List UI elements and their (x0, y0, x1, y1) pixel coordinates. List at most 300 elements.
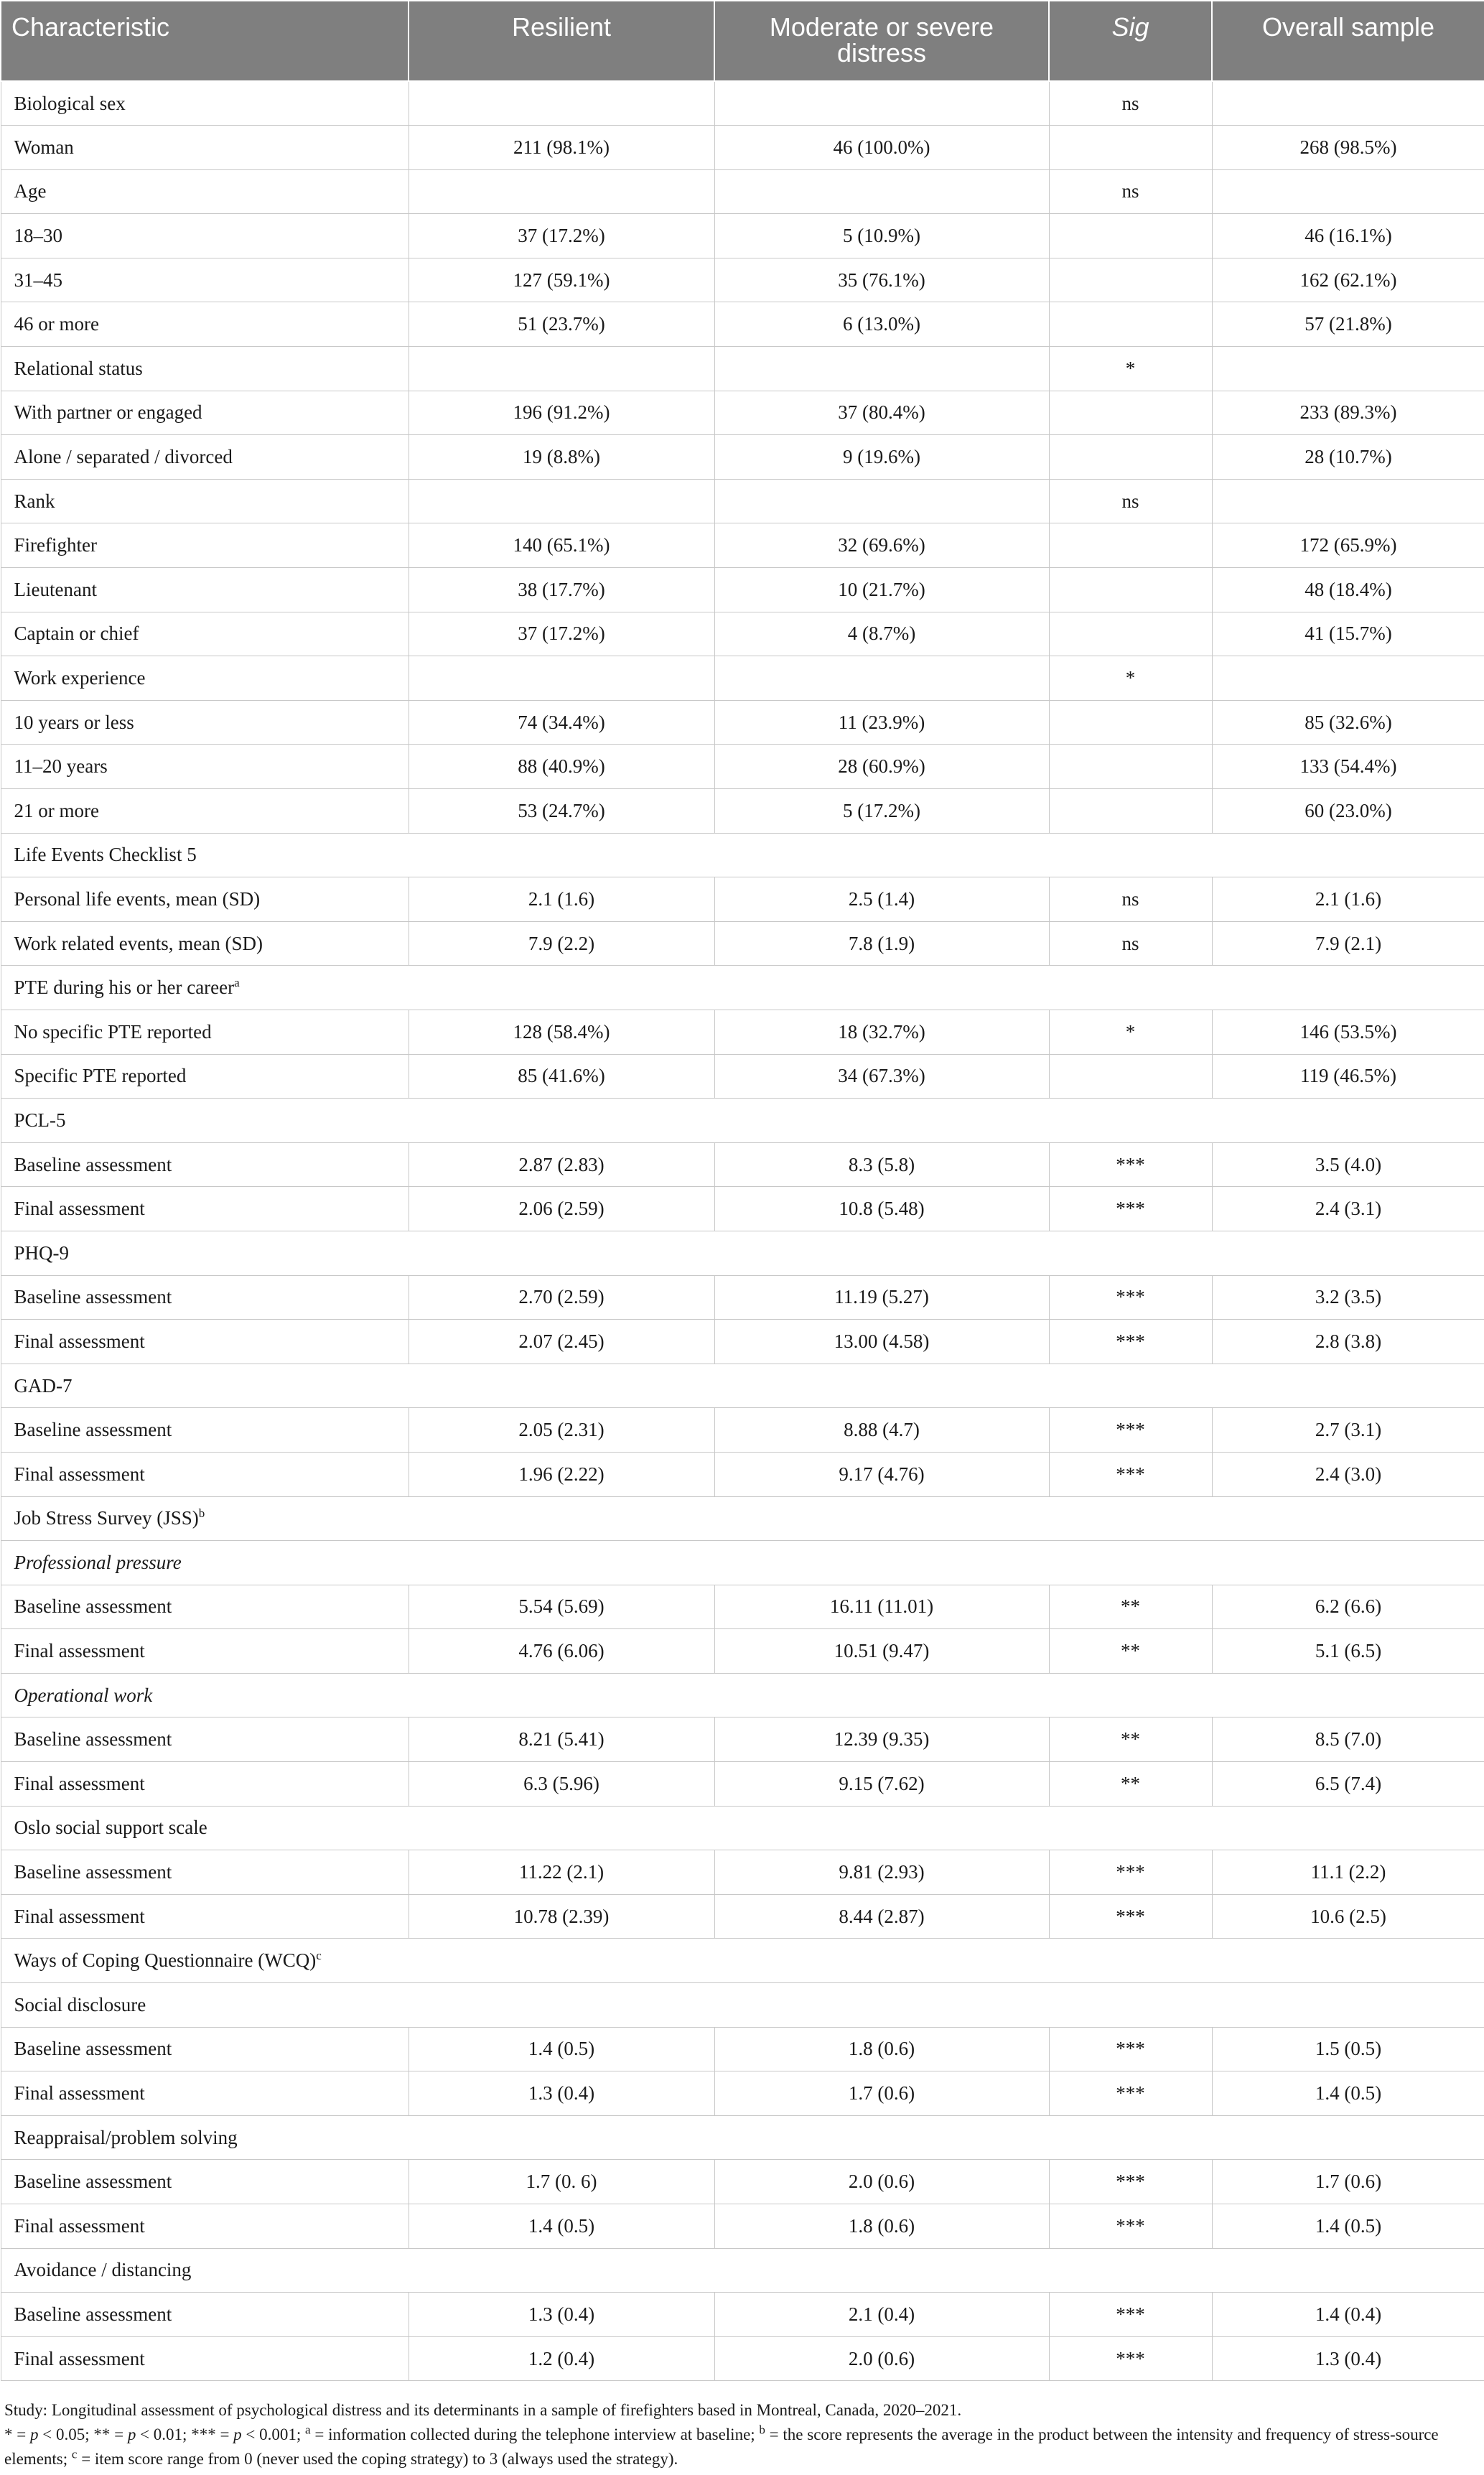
table-section-row (1, 966, 1484, 1010)
cell-distress (714, 169, 1049, 214)
table-row (1, 612, 1484, 656)
cell-resilient (409, 347, 714, 391)
cell-overall: 1.3 (0.4) (1212, 2336, 1484, 2381)
row-label (1, 2027, 409, 2071)
header-resilient: Resilient (409, 1, 714, 81)
row-label (1, 1187, 409, 1231)
cell-sig: *** (1049, 1187, 1212, 1231)
footnote-text: * = (4, 2425, 30, 2443)
cell-distress: 9.81 (2.93) (714, 1850, 1049, 1895)
cell-resilient: 11.22 (2.1) (409, 1850, 714, 1895)
cell-overall: 1.4 (0.5) (1212, 2071, 1484, 2116)
row-label-text: 46 or more (14, 313, 99, 335)
cell-distress: 6 (13.0%) (714, 302, 1049, 347)
row-label-text: Professional pressure (14, 1551, 182, 1573)
row-label-text: Baseline assessment (14, 2303, 172, 2325)
cell-sig: ns (1049, 877, 1212, 922)
cell-sig: * (1049, 656, 1212, 701)
cell-distress: 10 (21.7%) (714, 568, 1049, 612)
row-label-text: Baseline assessment (14, 1728, 172, 1751)
footnote-symbol: c (71, 2447, 78, 2461)
row-label (1, 921, 409, 966)
cell-overall: 233 (89.3%) (1212, 391, 1484, 435)
cell-sig: *** (1049, 2204, 1212, 2249)
footnote-symbol: a (305, 2423, 311, 2437)
cell-distress: 2.5 (1.4) (714, 877, 1049, 922)
row-label (1, 1983, 1484, 2028)
cell-resilient: 128 (58.4%) (409, 1010, 714, 1054)
table-section-row (1, 833, 1484, 877)
cell-sig: ns (1049, 479, 1212, 523)
cell-resilient: 1.96 (2.22) (409, 1452, 714, 1496)
table-section-row (1, 1939, 1484, 1983)
footnote-text: = item score range from 0 (never used the coping strategy) to 3 (always used the strategy). (77, 2450, 678, 2468)
row-label-text: Baseline assessment (14, 1419, 172, 1441)
table-section-row (1, 1673, 1484, 1717)
table-row (1, 347, 1484, 391)
cell-overall: 28 (10.7%) (1212, 435, 1484, 480)
cell-overall: 46 (16.1%) (1212, 214, 1484, 258)
table-section-row (1, 1983, 1484, 2028)
cell-distress: 1.7 (0.6) (714, 2071, 1049, 2116)
cell-resilient (409, 656, 714, 701)
cell-overall: 1.7 (0.6) (1212, 2160, 1484, 2204)
cell-overall: 172 (65.9%) (1212, 523, 1484, 568)
footnote-text: = information collected during the telephone interview at baseline; (310, 2425, 760, 2443)
row-label-text: Specific PTE reported (14, 1065, 187, 1087)
cell-distress: 12.39 (9.35) (714, 1717, 1049, 1762)
table-row (1, 523, 1484, 568)
table-row (1, 877, 1484, 922)
cell-overall: 2.1 (1.6) (1212, 877, 1484, 922)
cell-overall: 1.4 (0.4) (1212, 2293, 1484, 2337)
footnote-text: p (233, 2425, 242, 2443)
row-label (1, 126, 409, 170)
row-label-text: Final assessment (14, 1330, 145, 1352)
row-label-text: PTE during his or her career (14, 977, 235, 999)
table-section-row (1, 1806, 1484, 1850)
row-label (1, 2204, 409, 2249)
cell-resilient: 140 (65.1%) (409, 523, 714, 568)
cell-resilient: 2.07 (2.45) (409, 1320, 714, 1364)
cell-resilient: 2.70 (2.59) (409, 1275, 714, 1320)
row-label (1, 1629, 409, 1674)
cell-sig (1049, 523, 1212, 568)
row-label-text: Relational status (14, 357, 143, 379)
cell-distress: 34 (67.3%) (714, 1054, 1049, 1099)
cell-sig: * (1049, 347, 1212, 391)
cell-distress: 1.8 (0.6) (714, 2204, 1049, 2249)
row-label (1, 1496, 1484, 1541)
row-label-text: 21 or more (14, 799, 99, 821)
row-label (1, 1806, 1484, 1850)
cell-distress: 1.8 (0.6) (714, 2027, 1049, 2071)
cell-resilient: 8.21 (5.41) (409, 1717, 714, 1762)
cell-overall: 11.1 (2.2) (1212, 1850, 1484, 1895)
footnote-text: p (127, 2425, 136, 2443)
cell-sig (1049, 745, 1212, 789)
table-row (1, 1894, 1484, 1939)
cell-sig (1049, 302, 1212, 347)
footnote-marker: a (234, 976, 240, 990)
cell-distress: 11 (23.9%) (714, 700, 1049, 745)
row-label (1, 789, 409, 834)
cell-sig: *** (1049, 2027, 1212, 2071)
footnote-marker: b (198, 1506, 205, 1521)
table-row (1, 1762, 1484, 1807)
row-label-text: Final assessment (14, 2347, 145, 2369)
cell-distress: 46 (100.0%) (714, 126, 1049, 170)
cell-resilient: 1.4 (0.5) (409, 2204, 714, 2249)
row-label-text: Reappraisal/problem solving (14, 2126, 238, 2148)
cell-overall: 3.5 (4.0) (1212, 1142, 1484, 1187)
row-label-text: Social disclosure (14, 1993, 146, 2015)
table-row (1, 169, 1484, 214)
cell-sig (1049, 700, 1212, 745)
table-section-row (1, 1364, 1484, 1408)
table-row (1, 1142, 1484, 1187)
cell-distress: 11.19 (5.27) (714, 1275, 1049, 1320)
row-label-text: Final assessment (14, 1198, 145, 1220)
row-label-text: Biological sex (14, 92, 126, 114)
row-label-text: Baseline assessment (14, 2171, 172, 2193)
row-label (1, 81, 409, 126)
cell-distress: 10.8 (5.48) (714, 1187, 1049, 1231)
cell-resilient: 1.4 (0.5) (409, 2027, 714, 2071)
table-row (1, 2336, 1484, 2381)
cell-sig: ns (1049, 169, 1212, 214)
cell-overall: 6.5 (7.4) (1212, 1762, 1484, 1807)
cell-overall: 2.4 (3.1) (1212, 1187, 1484, 1231)
cell-resilient: 74 (34.4%) (409, 700, 714, 745)
row-label (1, 1541, 1484, 1585)
row-label (1, 745, 409, 789)
cell-resilient: 37 (17.2%) (409, 612, 714, 656)
cell-distress (714, 479, 1049, 523)
table-row (1, 789, 1484, 834)
cell-sig (1049, 1054, 1212, 1099)
row-label (1, 1717, 409, 1762)
cell-sig: *** (1049, 1452, 1212, 1496)
row-label-text: Life Events Checklist 5 (14, 844, 197, 866)
cell-overall: 60 (23.0%) (1212, 789, 1484, 834)
table-row (1, 2293, 1484, 2337)
row-label (1, 1275, 409, 1320)
table-row (1, 1408, 1484, 1453)
cell-sig: *** (1049, 1142, 1212, 1187)
cell-resilient: 38 (17.7%) (409, 568, 714, 612)
cell-resilient: 211 (98.1%) (409, 126, 714, 170)
cell-resilient: 88 (40.9%) (409, 745, 714, 789)
cell-overall: 10.6 (2.5) (1212, 1894, 1484, 1939)
cell-sig: *** (1049, 2071, 1212, 2116)
footnote-text: < 0.05; ** = (38, 2425, 128, 2443)
row-label-text: Job Stress Survey (JSS) (14, 1507, 199, 1529)
row-label-text: Baseline assessment (14, 1153, 172, 1175)
cell-sig: *** (1049, 1408, 1212, 1453)
cell-overall: 7.9 (2.1) (1212, 921, 1484, 966)
cell-sig: *** (1049, 1320, 1212, 1364)
cell-sig: ** (1049, 1762, 1212, 1807)
row-label (1, 1850, 409, 1895)
row-label-text: 18–30 (14, 225, 62, 247)
row-label-text: Final assessment (14, 1463, 145, 1485)
cell-overall: 1.4 (0.5) (1212, 2204, 1484, 2249)
cell-resilient: 127 (59.1%) (409, 258, 714, 302)
cell-distress: 7.8 (1.9) (714, 921, 1049, 966)
cell-distress: 2.0 (0.6) (714, 2336, 1049, 2381)
row-label-text: Baseline assessment (14, 1861, 172, 1883)
cell-resilient: 37 (17.2%) (409, 214, 714, 258)
cell-distress: 8.3 (5.8) (714, 1142, 1049, 1187)
row-label-text: GAD-7 (14, 1374, 73, 1397)
row-label-text: 31–45 (14, 269, 62, 291)
table-row (1, 214, 1484, 258)
cell-resilient: 6.3 (5.96) (409, 1762, 714, 1807)
table-body (1, 81, 1484, 2381)
row-label-text: Final assessment (14, 2082, 145, 2105)
row-label (1, 656, 409, 701)
table-row (1, 1320, 1484, 1364)
cell-resilient: 196 (91.2%) (409, 391, 714, 435)
header-distress: Moderate or severe distress (714, 1, 1049, 81)
table-row (1, 391, 1484, 435)
table-section-row (1, 1231, 1484, 1275)
row-label-text: Firefighter (14, 534, 97, 556)
header-overall: Overall sample (1212, 1, 1484, 81)
cell-resilient (409, 81, 714, 126)
row-label-text: Work experience (14, 667, 146, 689)
cell-resilient: 5.54 (5.69) (409, 1585, 714, 1629)
row-label (1, 1452, 409, 1496)
row-label-text: Age (14, 180, 47, 202)
row-label (1, 1894, 409, 1939)
cell-distress: 9 (19.6%) (714, 435, 1049, 480)
table-row (1, 1452, 1484, 1496)
table-row (1, 2204, 1484, 2249)
row-label-text: Baseline assessment (14, 1595, 172, 1618)
cell-resilient: 1.3 (0.4) (409, 2071, 714, 2116)
row-label (1, 1408, 409, 1453)
cell-overall: 5.1 (6.5) (1212, 1629, 1484, 1674)
row-label-text: Rank (14, 490, 55, 512)
row-label (1, 1231, 1484, 1275)
footnote-text: < 0.01; *** = (136, 2425, 234, 2443)
cell-sig (1049, 568, 1212, 612)
table-row (1, 1850, 1484, 1895)
cell-distress: 5 (17.2%) (714, 789, 1049, 834)
table-row (1, 1010, 1484, 1054)
cell-sig: *** (1049, 1894, 1212, 1939)
row-label-text: Operational work (14, 1684, 153, 1706)
cell-distress: 10.51 (9.47) (714, 1629, 1049, 1674)
cell-overall: 146 (53.5%) (1212, 1010, 1484, 1054)
cell-sig (1049, 391, 1212, 435)
row-label-text: 11–20 years (14, 755, 108, 778)
cell-overall (1212, 169, 1484, 214)
row-label (1, 169, 409, 214)
row-label (1, 1099, 1484, 1143)
header-row (1, 1, 1484, 81)
table-row (1, 435, 1484, 480)
cell-distress: 18 (32.7%) (714, 1010, 1049, 1054)
row-label (1, 1320, 409, 1364)
cell-resilient: 1.7 (0. 6) (409, 2160, 714, 2204)
row-label-text: Captain or chief (14, 623, 139, 645)
row-label (1, 435, 409, 480)
table-row (1, 1187, 1484, 1231)
row-label (1, 391, 409, 435)
table-row (1, 126, 1484, 170)
cell-distress: 9.15 (7.62) (714, 1762, 1049, 1807)
row-label (1, 2160, 409, 2204)
cell-overall: 57 (21.8%) (1212, 302, 1484, 347)
cell-sig (1049, 258, 1212, 302)
cell-sig: ns (1049, 81, 1212, 126)
table-row (1, 1054, 1484, 1099)
cell-distress: 9.17 (4.76) (714, 1452, 1049, 1496)
table-row (1, 1275, 1484, 1320)
cell-resilient: 1.3 (0.4) (409, 2293, 714, 2337)
cell-sig: *** (1049, 1850, 1212, 1895)
table-row (1, 81, 1484, 126)
cell-distress: 13.00 (4.58) (714, 1320, 1049, 1364)
cell-resilient (409, 479, 714, 523)
cell-sig (1049, 214, 1212, 258)
cell-overall (1212, 656, 1484, 701)
row-label-text: Baseline assessment (14, 1286, 172, 1308)
cell-resilient: 10.78 (2.39) (409, 1894, 714, 1939)
header-characteristic: Characteristic (1, 1, 409, 81)
row-label (1, 1142, 409, 1187)
cell-overall: 6.2 (6.6) (1212, 1585, 1484, 1629)
table-row (1, 479, 1484, 523)
row-label-text: Lieutenant (14, 578, 97, 600)
row-label (1, 1585, 409, 1629)
row-label (1, 2336, 409, 2381)
row-label (1, 966, 1484, 1010)
cell-overall: 268 (98.5%) (1212, 126, 1484, 170)
cell-overall (1212, 347, 1484, 391)
cell-sig: ** (1049, 1717, 1212, 1762)
row-label (1, 2248, 1484, 2293)
table-row (1, 1717, 1484, 1762)
cell-overall: 41 (15.7%) (1212, 612, 1484, 656)
cell-sig: ns (1049, 921, 1212, 966)
table-section-row (1, 2115, 1484, 2160)
cell-distress: 5 (10.9%) (714, 214, 1049, 258)
row-label-text: With partner or engaged (14, 401, 202, 424)
cell-sig: * (1049, 1010, 1212, 1054)
row-label (1, 523, 409, 568)
cell-sig (1049, 126, 1212, 170)
table-row (1, 2071, 1484, 2116)
table-row (1, 258, 1484, 302)
cell-overall: 2.8 (3.8) (1212, 1320, 1484, 1364)
row-label (1, 214, 409, 258)
row-label-text: No specific PTE reported (14, 1020, 212, 1043)
row-label-text: PHQ-9 (14, 1241, 70, 1264)
row-label-text: 10 years or less (14, 711, 134, 733)
row-label (1, 612, 409, 656)
row-label (1, 700, 409, 745)
row-label-text: Oslo social support scale (14, 1817, 207, 1839)
cell-overall (1212, 81, 1484, 126)
table-row (1, 700, 1484, 745)
cell-sig: ** (1049, 1585, 1212, 1629)
cell-resilient: 19 (8.8%) (409, 435, 714, 480)
row-label (1, 877, 409, 922)
cell-sig (1049, 612, 1212, 656)
cell-overall: 48 (18.4%) (1212, 568, 1484, 612)
table-section-row (1, 1099, 1484, 1143)
table-row (1, 302, 1484, 347)
cell-overall: 1.5 (0.5) (1212, 2027, 1484, 2071)
cell-resilient: 2.87 (2.83) (409, 1142, 714, 1187)
cell-overall: 2.4 (3.0) (1212, 1452, 1484, 1496)
cell-sig: *** (1049, 1275, 1212, 1320)
cell-distress: 4 (8.7%) (714, 612, 1049, 656)
row-label-text: PCL-5 (14, 1109, 66, 1131)
cell-sig: ** (1049, 1629, 1212, 1674)
table-row (1, 921, 1484, 966)
row-label (1, 1054, 409, 1099)
cell-distress: 16.11 (11.01) (714, 1585, 1049, 1629)
table-row (1, 745, 1484, 789)
row-label-text: Personal life events, mean (SD) (14, 887, 261, 910)
cell-resilient: 7.9 (2.2) (409, 921, 714, 966)
footnote-text: = the score represents the average in the product between the intensity and frequency of stress-source elements; (4, 2425, 1439, 2468)
cell-distress (714, 81, 1049, 126)
cell-distress: 8.88 (4.7) (714, 1408, 1049, 1453)
table-notes (0, 2398, 1484, 2471)
cell-resilient: 53 (24.7%) (409, 789, 714, 834)
cell-distress (714, 347, 1049, 391)
cell-distress: 2.0 (0.6) (714, 2160, 1049, 2204)
study-note: Study: Longitudinal assessment of psychological distress and its determinants in a sample of firefighters based in Montreal, Canada, 2020–2021. (4, 2401, 962, 2419)
cell-distress: 8.44 (2.87) (714, 1894, 1049, 1939)
table-row (1, 656, 1484, 701)
row-label (1, 1673, 1484, 1717)
cell-resilient: 4.76 (6.06) (409, 1629, 714, 1674)
row-label-text: Final assessment (14, 2214, 145, 2237)
cell-overall: 8.5 (7.0) (1212, 1717, 1484, 1762)
header-sig: Sig (1049, 1, 1212, 81)
row-label (1, 302, 409, 347)
cell-overall: 133 (54.4%) (1212, 745, 1484, 789)
table-row (1, 1629, 1484, 1674)
cell-overall: 85 (32.6%) (1212, 700, 1484, 745)
row-label (1, 1010, 409, 1054)
cell-overall: 3.2 (3.5) (1212, 1275, 1484, 1320)
table-row (1, 1585, 1484, 1629)
table-row (1, 2027, 1484, 2071)
row-label-text: Final assessment (14, 1905, 145, 1927)
table-section-row (1, 1541, 1484, 1585)
cell-resilient (409, 169, 714, 214)
row-label-text: Work related events, mean (SD) (14, 932, 263, 954)
table-section-row (1, 1496, 1484, 1541)
table-row (1, 2160, 1484, 2204)
cell-distress: 32 (69.6%) (714, 523, 1049, 568)
cell-resilient: 2.06 (2.59) (409, 1187, 714, 1231)
table-row (1, 568, 1484, 612)
cell-overall: 162 (62.1%) (1212, 258, 1484, 302)
row-label (1, 347, 409, 391)
footnote-marker: c (316, 1949, 322, 1963)
footnote-symbol: b (759, 2423, 765, 2437)
row-label (1, 1939, 1484, 1983)
